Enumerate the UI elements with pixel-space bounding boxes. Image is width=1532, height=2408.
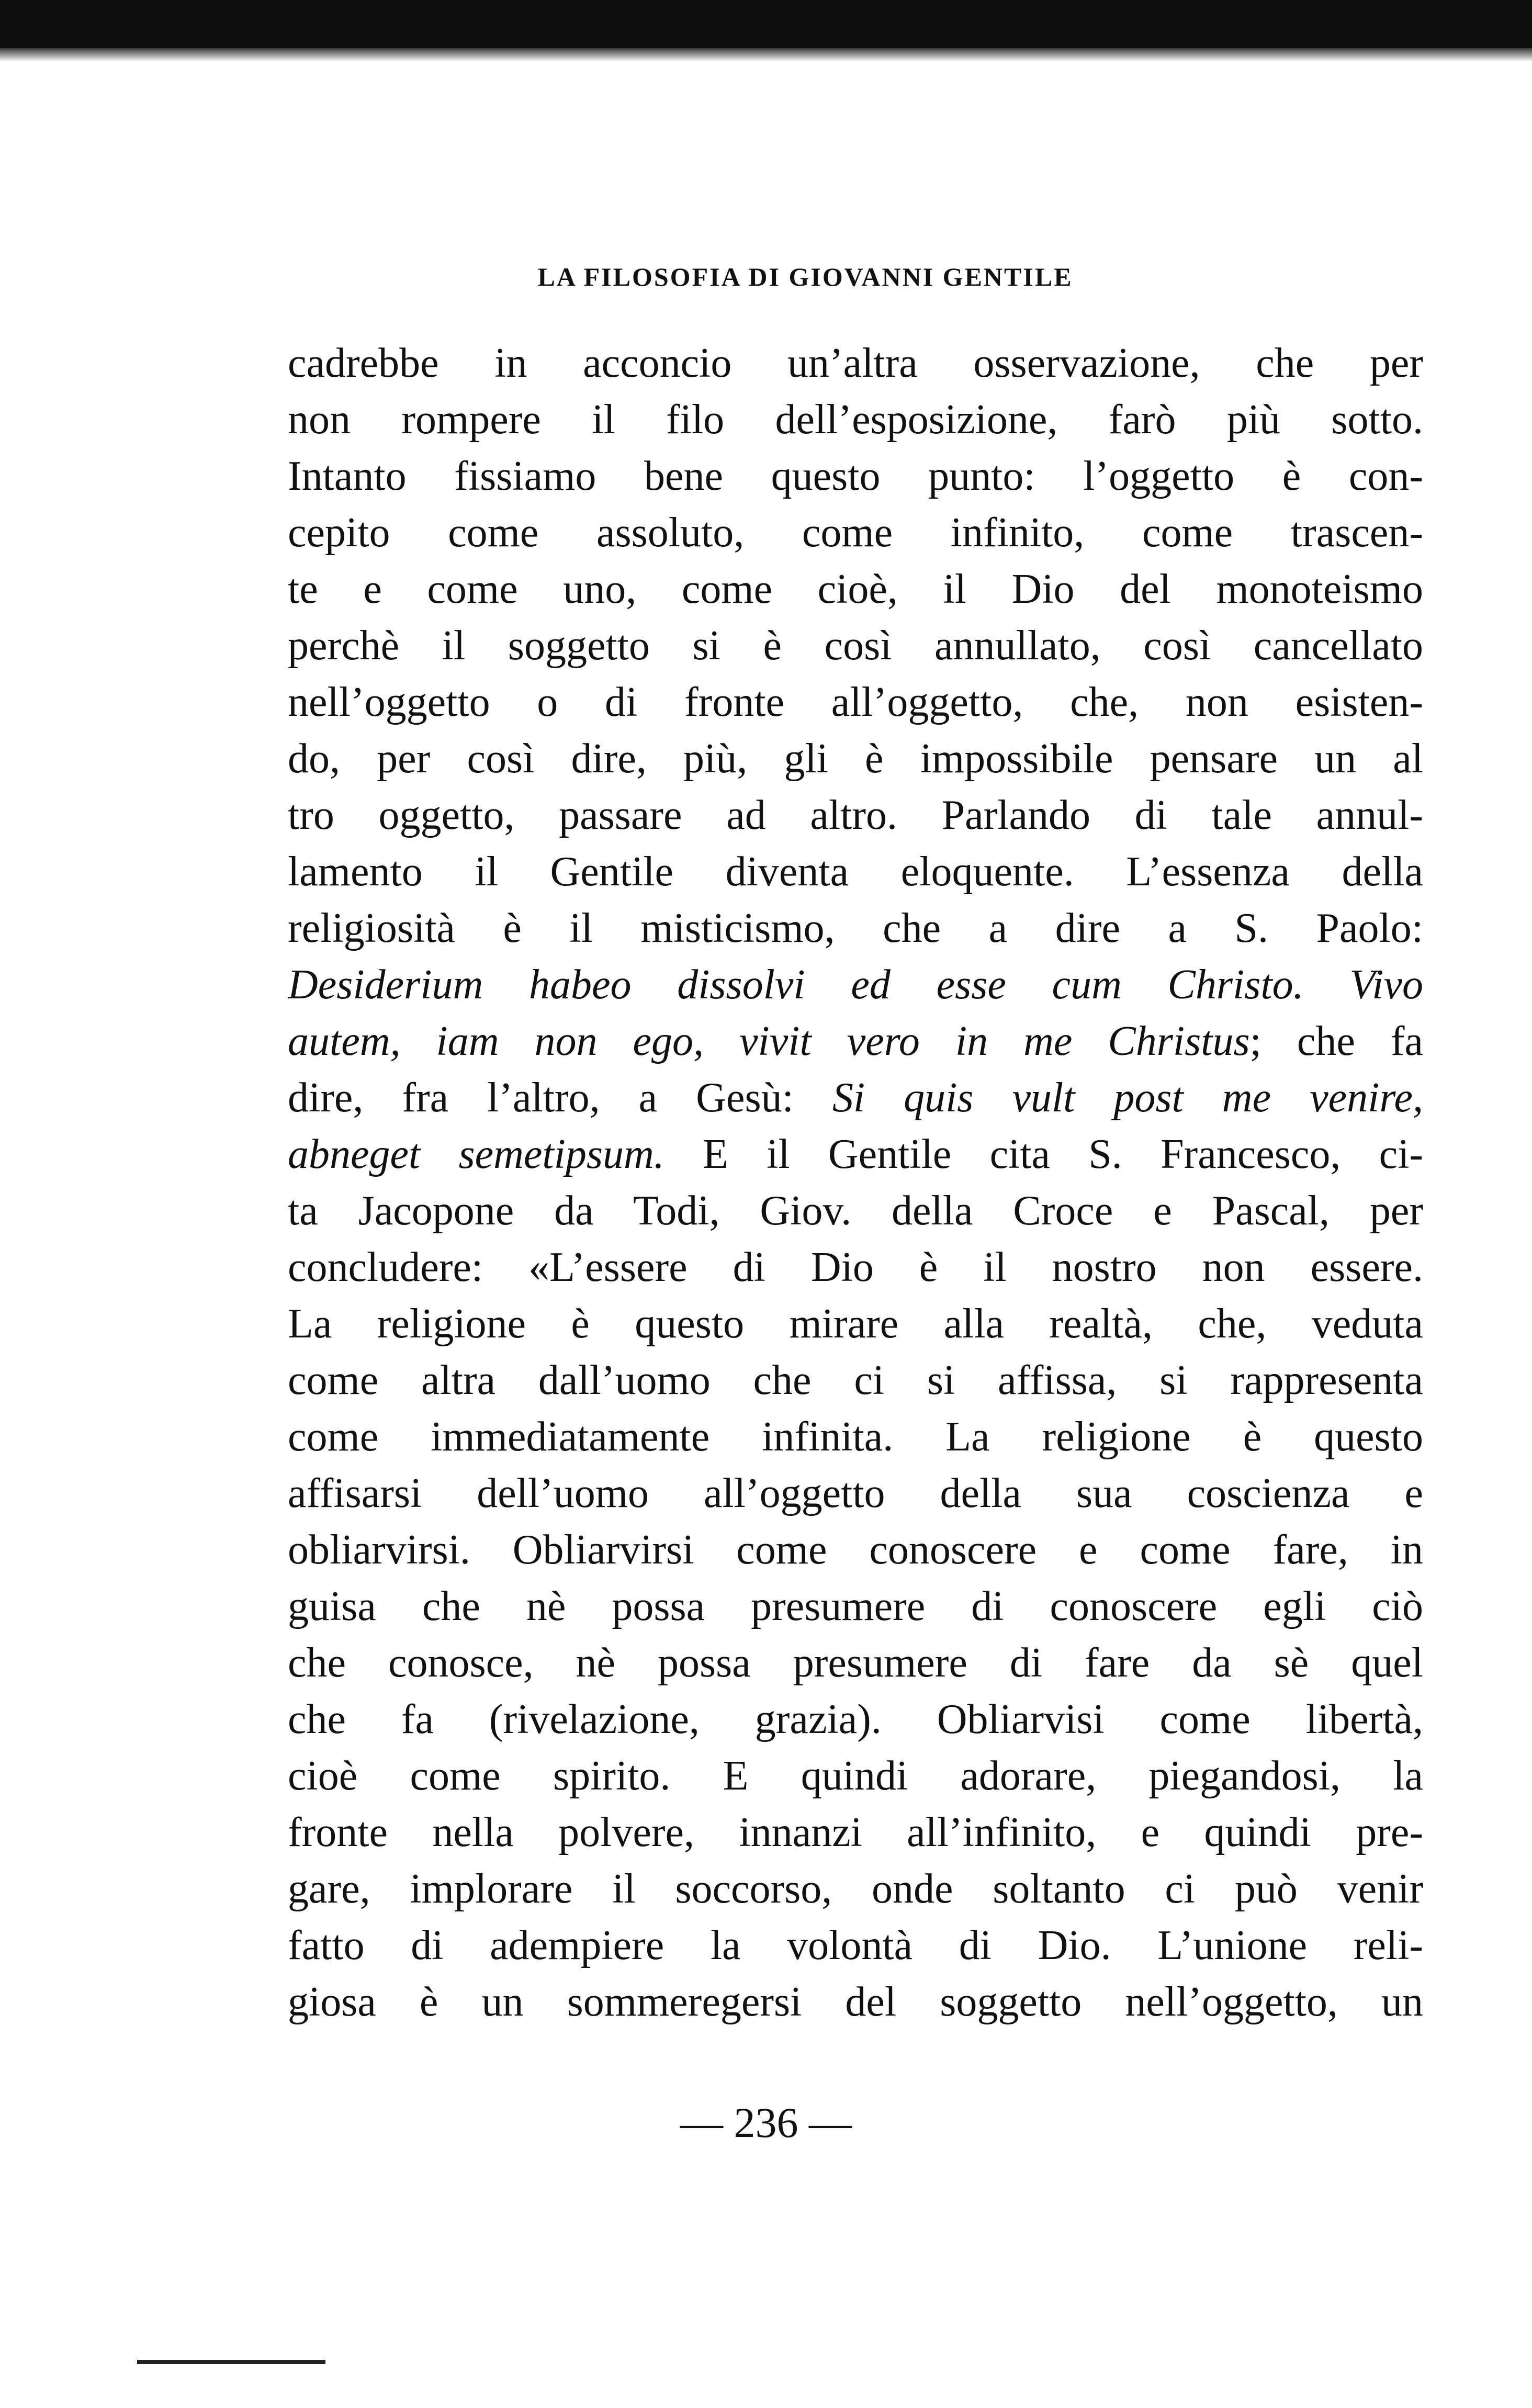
text-segment: cepito come assoluto, come infinito, come trascen- — [288, 510, 1423, 556]
text-line — [288, 335, 1423, 391]
text-line — [288, 730, 1423, 787]
text-segment: religiosità è il misticismo, che a dire a S. Paolo: — [288, 905, 1423, 951]
text-segment: che fa (rivelazione, grazia). Obliarvisi come libertà, — [288, 1696, 1423, 1742]
text-line — [288, 1070, 1423, 1126]
text-line — [288, 1522, 1423, 1578]
text-line — [288, 1296, 1423, 1352]
text-segment: dire, fra l’altro, a Gesù: — [288, 1075, 832, 1121]
text-segment: Intanto fissiamo bene questo punto: l’oggetto è con- — [288, 453, 1423, 499]
italic-text: abneget semetipsum. — [288, 1131, 664, 1177]
text-line — [288, 391, 1423, 448]
italic-text: Si quis vult post me venire, — [832, 1075, 1423, 1121]
text-line — [288, 1465, 1423, 1522]
scan-edge-shadow — [0, 48, 1532, 62]
text-line — [288, 1635, 1423, 1691]
text-line — [288, 1917, 1423, 1974]
text-segment: guisa che nè possa presumere di conoscere egli ciò — [288, 1583, 1423, 1629]
text-segment: giosa è un sommeregersi del soggetto nell’oggetto, un — [288, 1979, 1423, 2025]
text-line — [288, 1409, 1423, 1465]
text-segment: do, per così dire, più, gli è impossibile pensare un al — [288, 736, 1423, 782]
text-line — [288, 561, 1423, 617]
scan-bottom-mark — [137, 2360, 325, 2364]
text-segment: come altra dall’uomo che ci si affissa, si rappresenta — [288, 1357, 1423, 1403]
text-segment: perchè il soggetto si è così annullato, così cancellato — [288, 623, 1423, 669]
italic-text: autem, iam non ego, vivit vero in me Christus — [288, 1018, 1250, 1064]
text-segment: cadrebbe in acconcio un’altra osservazione, che per — [288, 340, 1423, 386]
text-line — [288, 1578, 1423, 1635]
text-line — [288, 1974, 1423, 2030]
text-segment: tro oggetto, passare ad altro. Parlando di tale annul- — [288, 792, 1423, 838]
text-segment: La religione è questo mirare alla realtà, che, veduta — [288, 1301, 1423, 1347]
text-line — [288, 674, 1423, 730]
text-segment: nell’oggetto o di fronte all’oggetto, che, non esisten- — [288, 679, 1423, 725]
text-segment: cioè come spirito. E quindi adorare, piegandosi, la — [288, 1753, 1423, 1799]
text-segment: come immediatamente infinita. La religione è questo — [288, 1414, 1423, 1460]
text-line — [288, 1804, 1423, 1861]
text-segment: lamento il Gentile diventa eloquente. L’essenza della — [288, 849, 1423, 895]
text-line — [288, 1691, 1423, 1748]
text-segment: fronte nella polvere, innanzi all’infinito, e quindi pre- — [288, 1809, 1423, 1855]
text-segment: concludere: «L’essere di Dio è il nostro non essere. — [288, 1244, 1423, 1290]
text-segment: ; che fa — [1249, 1018, 1423, 1064]
text-segment: affisarsi dell’uomo all’oggetto della sua coscienza e — [288, 1470, 1423, 1516]
text-line — [288, 1861, 1423, 1917]
text-line — [288, 1748, 1423, 1804]
text-line — [288, 448, 1423, 504]
text-segment: obliarvirsi. Obliarvirsi come conoscere e come fare, in — [288, 1527, 1423, 1573]
scan-top-edge — [0, 0, 1532, 48]
text-line — [288, 1013, 1423, 1070]
text-segment: gare, implorare il soccorso, onde soltanto ci può venir — [288, 1866, 1423, 1912]
text-line — [288, 957, 1423, 1013]
text-segment: non rompere il filo dell’esposizione, farò più sotto. — [288, 397, 1423, 443]
running-head: LA FILOSOFIA DI GIOVANNI GENTILE — [537, 262, 1073, 291]
text-line — [288, 843, 1423, 900]
text-line — [288, 617, 1423, 674]
text-line — [288, 1239, 1423, 1296]
text-line — [288, 787, 1423, 843]
text-line — [288, 900, 1423, 957]
page-number: — 236 — — [680, 2099, 852, 2146]
text-segment: te e come uno, come cioè, il Dio del monoteismo — [288, 566, 1423, 612]
text-line — [288, 504, 1423, 561]
text-segment: che conosce, nè possa presumere di fare da sè quel — [288, 1640, 1423, 1686]
text-segment: fatto di adempiere la volontà di Dio. L’unione reli- — [288, 1922, 1423, 1968]
text-segment: ta Jacopone da Todi, Giov. della Croce e Pascal, per — [288, 1188, 1423, 1234]
italic-text: Desiderium habeo dissolvi ed esse cum Christo. Vivo — [288, 962, 1423, 1008]
text-line — [288, 1126, 1423, 1183]
body-text — [288, 335, 1423, 2030]
text-line — [288, 1352, 1423, 1409]
text-line — [288, 1183, 1423, 1239]
text-segment: E il Gentile cita S. Francesco, ci- — [664, 1131, 1423, 1177]
